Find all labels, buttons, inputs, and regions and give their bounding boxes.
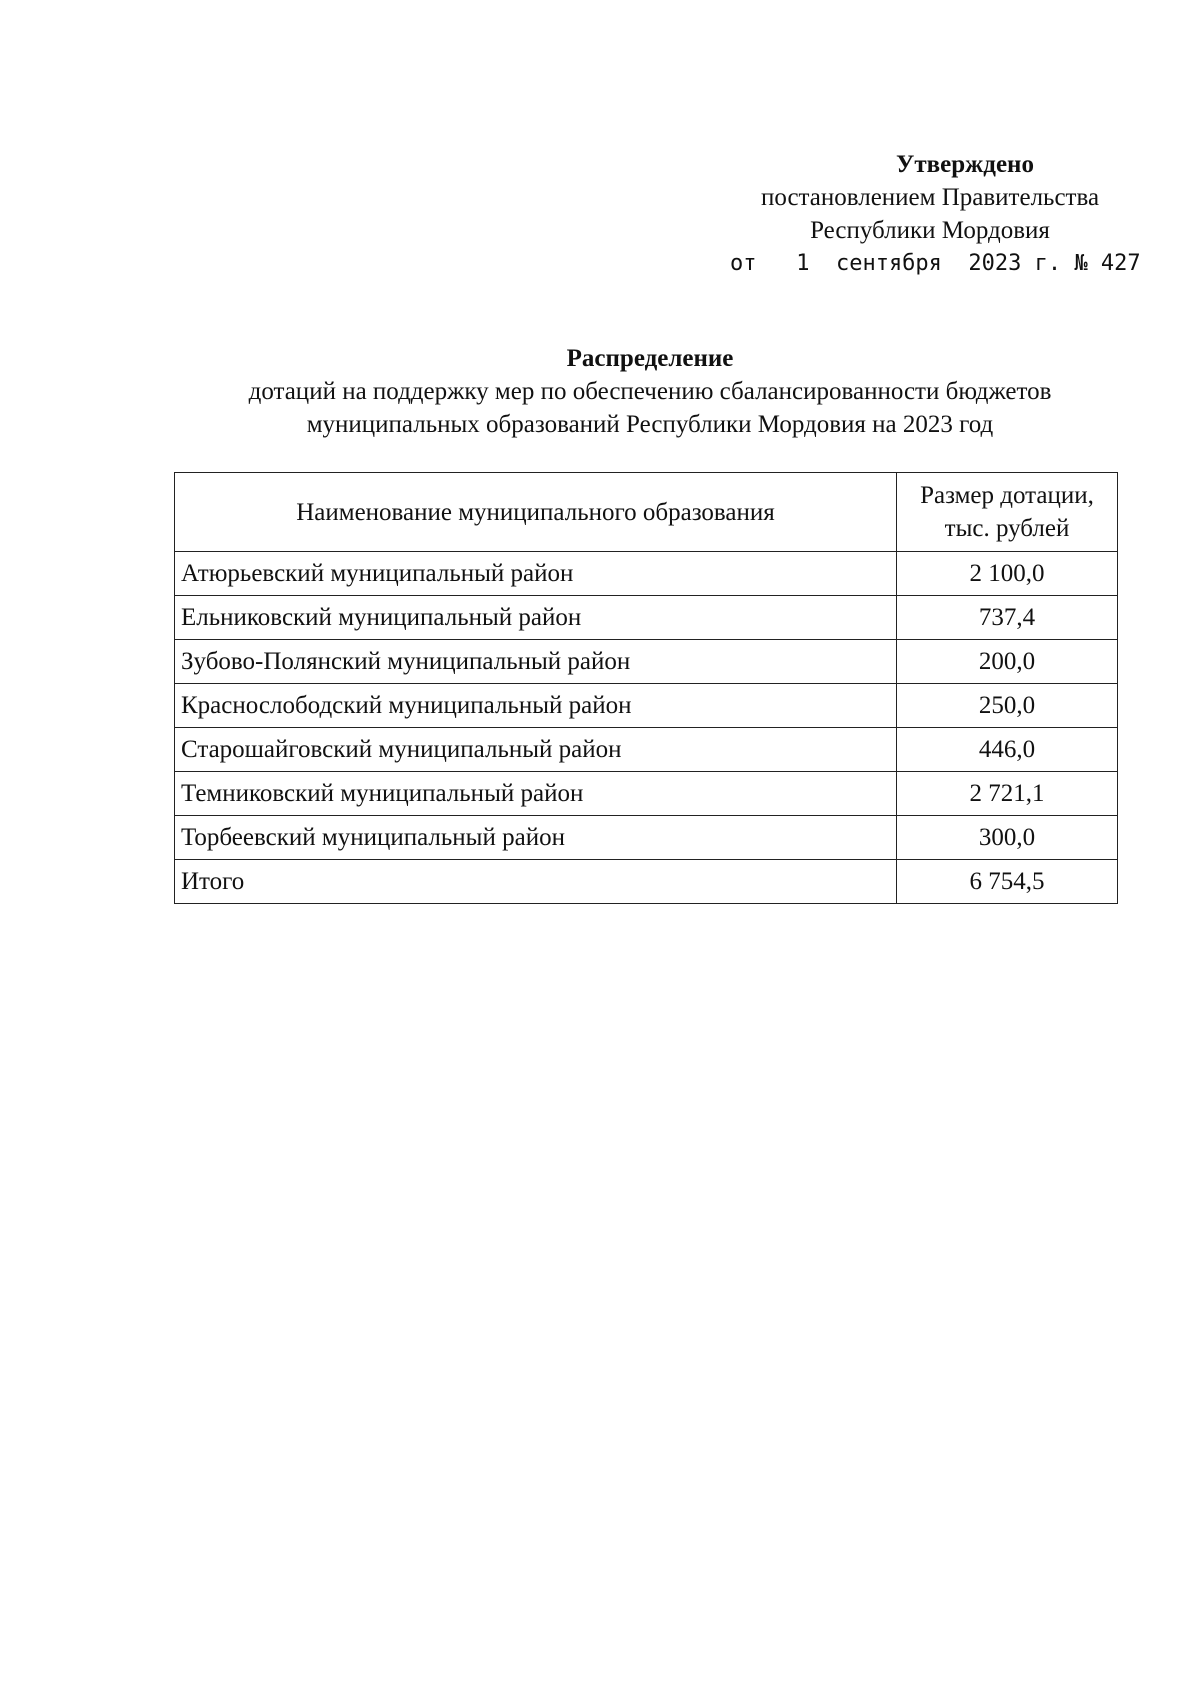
total-value: 6 754,5 xyxy=(897,860,1118,904)
table-row xyxy=(175,640,1118,684)
header-value xyxy=(897,473,1118,552)
row-value: 300,0 xyxy=(897,816,1118,860)
title-heading: Распределение xyxy=(566,345,734,372)
approval-block xyxy=(730,148,1141,280)
row-value: 250,0 xyxy=(897,684,1118,728)
header-value-line-1: Размер дотации, xyxy=(920,482,1094,509)
title-line-2: муниципальных образований Республики Мордовия на 2023 год xyxy=(306,411,994,438)
table-row xyxy=(175,684,1118,728)
distribution-table xyxy=(174,472,1118,904)
approval-line-republic: Республики Мордовия xyxy=(810,217,1050,244)
row-value: 2 100,0 xyxy=(897,552,1118,596)
row-name: Торбеевский муниципальный район xyxy=(175,816,897,860)
row-value: 2 721,1 xyxy=(897,772,1118,816)
row-name: Атюрьевский муниципальный район xyxy=(175,552,897,596)
row-name: Темниковский муниципальный район xyxy=(175,772,897,816)
approval-line-date-number: от 1 сентября 2023 г. № 427 xyxy=(730,251,1141,276)
table-row xyxy=(175,596,1118,640)
header-value-line-2: тыс. рублей xyxy=(944,515,1070,542)
approval-heading: Утверждено xyxy=(896,151,1034,178)
header-name: Наименование муниципального образования xyxy=(175,473,897,552)
table-row xyxy=(175,552,1118,596)
table-row xyxy=(175,772,1118,816)
row-value: 737,4 xyxy=(897,596,1118,640)
approval-line-resolution: постановлением Правительства xyxy=(760,184,1100,211)
table-header-row xyxy=(175,473,1118,552)
row-value: 446,0 xyxy=(897,728,1118,772)
table-total-row xyxy=(175,860,1118,904)
total-label: Итого xyxy=(175,860,897,904)
row-name: Старошайговский муниципальный район xyxy=(175,728,897,772)
table-row xyxy=(175,728,1118,772)
row-name: Краснослободский муниципальный район xyxy=(175,684,897,728)
row-name: Ельниковский муниципальный район xyxy=(175,596,897,640)
row-name: Зубово-Полянский муниципальный район xyxy=(175,640,897,684)
row-value: 200,0 xyxy=(897,640,1118,684)
table-row xyxy=(175,816,1118,860)
document-title xyxy=(150,342,1150,441)
title-line-1: дотаций на поддержку мер по обеспечению сбалансированности бюджетов xyxy=(248,378,1052,405)
